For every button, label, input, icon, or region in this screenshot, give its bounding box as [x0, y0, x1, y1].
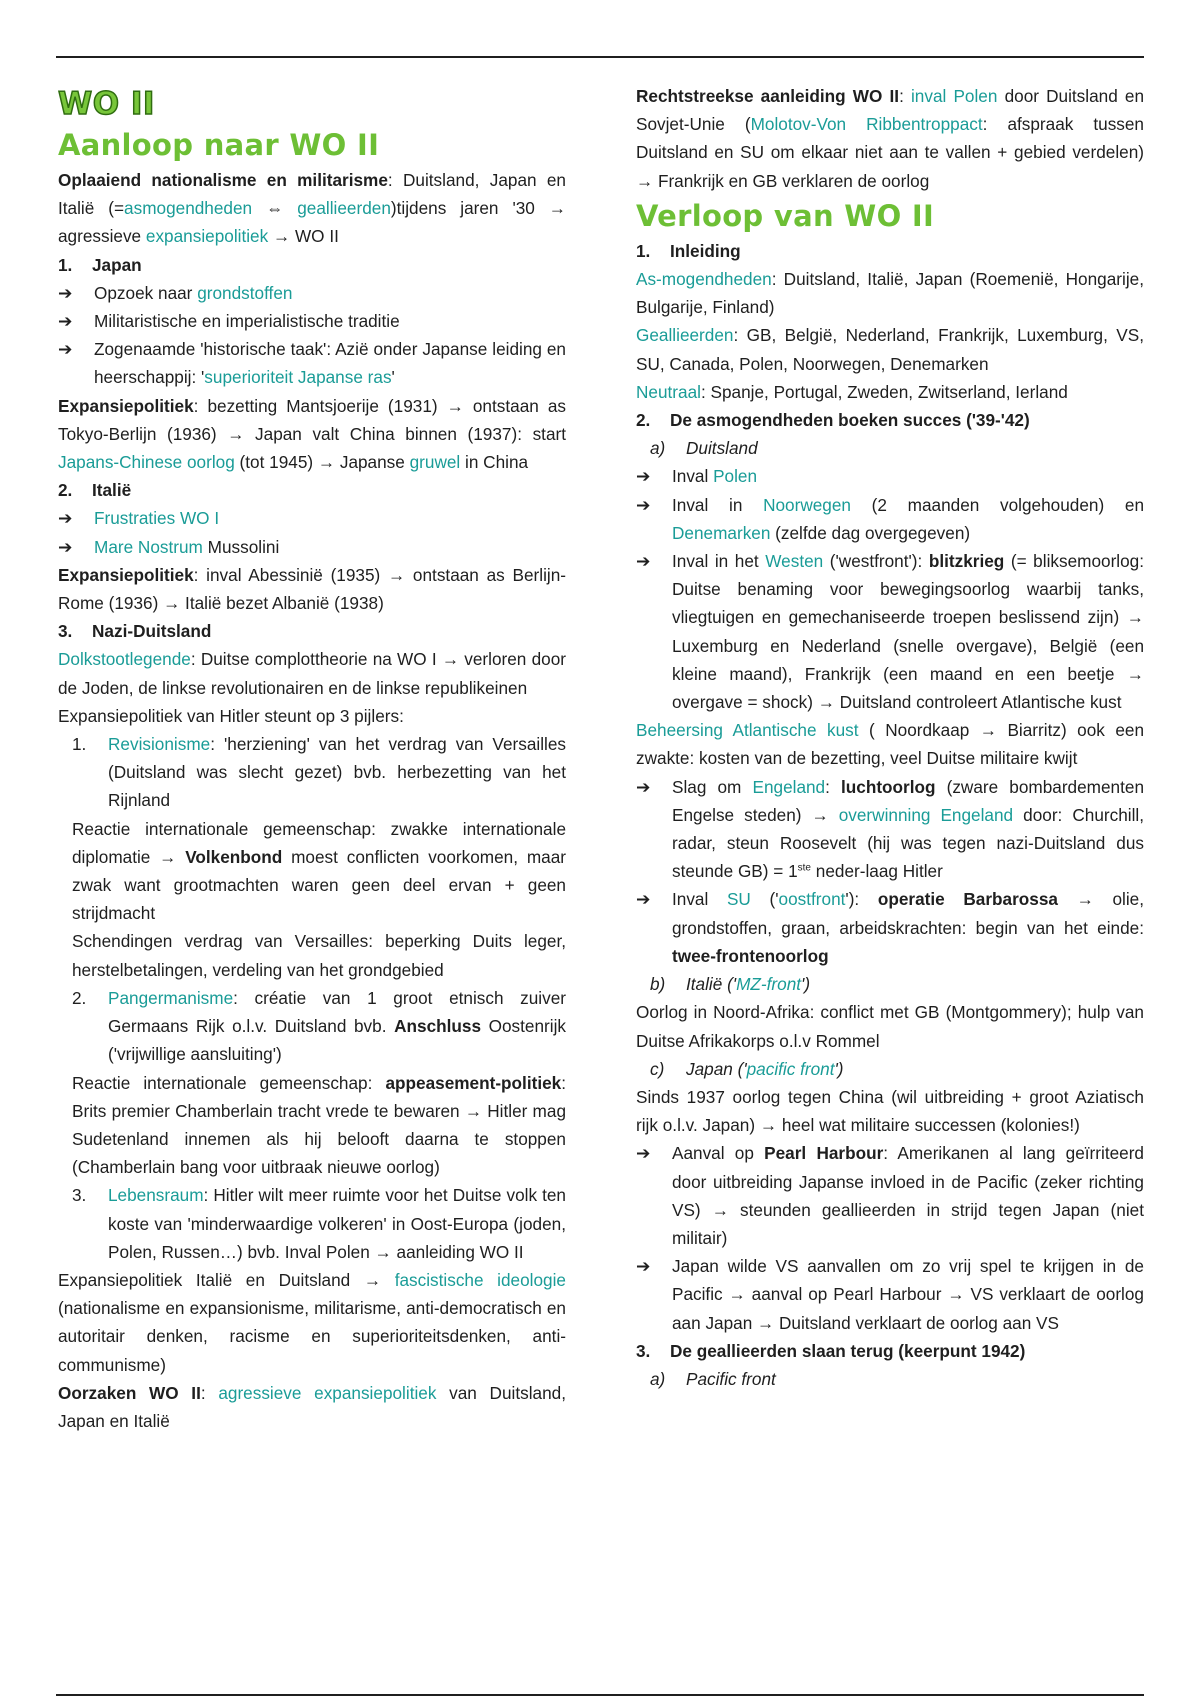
paragraph-reactie-2: Reactie internationale gemeenschap: appeasement-politiek: Brits premier Chamberlain tracht vrede te bewaren → Hitler mag Sudetenland innemen als hij belooft daarna te stoppen (Chamberlain bang voor uitbraak nieuwe oorlog)	[72, 1072, 566, 1178]
sub-duitsland: a) Duitsland	[650, 438, 758, 459]
paragraph-schendingen: Schendingen verdrag van Versailles: beperking Duits leger, herstelbetalingen, verdeling van het grondgebied	[72, 931, 566, 980]
sub-japan: c) Japan ('pacific front')	[650, 1058, 844, 1079]
bullet-frustraties: ➔ Frustraties WO I	[58, 504, 566, 532]
paragraph-as: As-mogendheden: Duitsland, Italië, Japan (Roemenië, Hongarije, Bulgarije, Finland)	[636, 269, 1144, 318]
paragraph-fascisme: Expansiepolitiek Italië en Duitsland → fascistische ideologie (nationalisme en expansionisme, militarisme, anti-democratisch en autoritair denken, racisme en superioriteitsdenken, anti-communisme)	[58, 1269, 566, 1375]
pijler-revisionisme: 1. Revisionisme: 'herziening' van het verdrag van Versailles (Duitsland was slecht gezet) bvb. herbezetting van het Rijnland	[72, 734, 566, 811]
bullet-pearl-harbour: ➔ Aanval op Pearl Harbour: Amerikanen al lang geïrriteerd door uitbreiding Japanse invloed in de Pacific (zeker richting VS) → steunden geallieerden in strijd tegen Japan (niet militair)	[636, 1139, 1144, 1252]
bullet-militaristische: ➔ Militaristische en imperialistische traditie	[58, 307, 566, 335]
bullet-engeland: ➔ Slag om Engeland: luchtoorlog (zware bombardementen Engelse steden) → overwinning Engeland door: Churchill, radar, steun Roosevelt (hij was tegen nazi-Duitsland dus steunde GB) = 1ste neder-laag Hitler	[636, 773, 1144, 886]
paragraph-reactie-1: Reactie internationale gemeenschap: zwakke internationale diplomatie → Volkenbond moest conflicten voorkomen, maar zwak want grootmachten waren geen deel ervan + geen strijdmacht	[72, 818, 566, 924]
heading-terug: 3. De geallieerden slaan terug (keerpunt 1942)	[636, 1340, 1026, 1361]
heading-japan: 1. Japan	[58, 254, 142, 275]
heading-inleiding: 1. Inleiding	[636, 240, 741, 261]
bullet-su: ➔ Inval SU ('oostfront'): operatie Barbarossa → olie, grondstoffen, graan, arbeidskrachten: begin van het einde: twee-frontenoorlog	[636, 885, 1144, 970]
right-column	[636, 82, 1144, 1393]
left-column	[58, 82, 566, 1435]
sub-pacific: a) Pacific front	[650, 1368, 776, 1389]
paragraph-oorzaken: Oorzaken WO II: agressieve expansiepolitiek van Duitsland, Japan en Italië	[58, 1382, 566, 1431]
paragraph-expansie-italie: Expansiepolitiek: inval Abessinië (1935) → ontstaan as Berlijn-Rome (1936) → Italië bezet Albanië (1938)	[58, 564, 566, 614]
heading-italie: 2. Italië	[58, 480, 132, 501]
top-rule	[56, 56, 1144, 58]
paragraph-expansie-japan: Expansiepolitiek: bezetting Mantsjoerije (1931) → ontstaan as Tokyo-Berlijn (1936) → Japan valt China binnen (1937): start Japans-Chinese oorlog (tot 1945) → Japanse gruwel in China	[58, 395, 566, 473]
heading-aanloop: Aanloop naar WO II	[58, 128, 380, 162]
bullet-mare-nostrum: ➔ Mare Nostrum Mussolini	[58, 533, 566, 561]
bullet-grondstoffen: ➔ Opzoek naar grondstoffen	[58, 279, 566, 307]
bullet-inval-polen: ➔ Inval Polen	[636, 462, 1144, 490]
heading-succes: 2. De asmogendheden boeken succes ('39-'42)	[636, 410, 1030, 431]
paragraph-neutraal: Neutraal: Spanje, Portugal, Zweden, Zwitserland, Ierland	[636, 381, 1068, 402]
heading-verloop: Verloop van WO II	[636, 198, 935, 233]
sub-italie: b) Italië ('MZ-front')	[650, 974, 811, 995]
paragraph-sinds: Sinds 1937 oorlog tegen China (wil uitbreiding + groot Aziatisch rijk o.l.v. Japan) → heel wat militaire successen (kolonies!)	[636, 1086, 1144, 1136]
bullet-historische-taak: ➔ Zogenaamde 'historische taak': Azië onder Japanse leiding en heerschappij: 'superioriteit Japanse ras'	[58, 335, 566, 391]
paragraph-dolkstoot: Dolkstootlegende: Duitse complottheorie na WO I → verloren door de Joden, de linkse revolutionairen en de linkse republikeinen	[58, 649, 566, 698]
pijler-lebensraum: 3. Lebensraum: Hitler wilt meer ruimte voor het Duitse volk ten koste van 'minderwaardige volkeren' in Oost-Europa (joden, Polen, Russen…) bvb. Inval Polen → aanleiding WO II	[72, 1185, 566, 1262]
heading-nazi: 3. Nazi-Duitsland	[58, 621, 212, 642]
paragraph-pijlers: Expansiepolitiek van Hitler steunt op 3 pijlers:	[58, 705, 404, 726]
bullet-westen: ➔ Inval in het Westen ('westfront'): blitzkrieg (= bliksemoorlog: Duitse benaming voor bewegingsoorlog waarbij tanks, vliegtuigen en gemechaniseerde troepen beslissend zijn) → Luxemburg en Nederland (snelle overgave), België (een kleine maand), Frankrijk (een maand en een beetje → overgave = shock) → Duitsland controleert Atlantische kust	[636, 547, 1144, 716]
bullet-noorwegen: ➔ Inval in Noorwegen (2 maanden volgehouden) en Denemarken (zelfde dag overgegeven)	[636, 491, 1144, 547]
paragraph-aanleiding: Rechtstreekse aanleiding WO II: inval Polen door Duitsland en Sovjet-Unie (Molotov-Von Ribbentroppact: afspraak tussen Duitsland en SU om elkaar niet aan te vallen + gebied verdelen) → Frankrijk en GB verklaren de oorlog	[636, 86, 1145, 191]
paragraph-afrika: Oorlog in Noord-Afrika: conflict met GB (Montgommery); hulp van Duitse Afrikakorps o.l.v Rommel	[636, 1002, 1144, 1051]
bullet-japan-vs: ➔ Japan wilde VS aanvallen om zo vrij spel te krijgen in de Pacific → aanval op Pearl Harbour → VS verklaart de oorlog aan Japan → Duitsland verklaart de oorlog aan VS	[636, 1252, 1144, 1337]
paragraph-geallieerden: Geallieerden: GB, België, Nederland, Frankrijk, Luxemburg, VS, SU, Canada, Polen, Noorwegen, Denemarken	[636, 325, 1144, 374]
pijler-pangermanisme: 2. Pangermanisme: créatie van 1 groot etnisch zuiver Germaans Rijk o.l.v. Duitsland bvb. Anschluss Oostenrijk ('vrijwillige aansluiting')	[72, 987, 566, 1065]
paragraph-nationalisme: Oplaaiend nationalisme en militarisme: Duitsland, Japan en Italië (=asmogendheden ⇔ geallieerden)tijdens jaren '30 → agressieve expansiepolitiek → WO II	[58, 170, 566, 247]
document-title: WO II	[58, 86, 155, 122]
bottom-rule	[56, 1694, 1144, 1696]
paragraph-beheersing: Beheersing Atlantische kust ( Noordkaap → Biarritz) ook een zwakte: kosten van de bezetting, veel Duitse militaire kwijt	[636, 720, 1145, 769]
